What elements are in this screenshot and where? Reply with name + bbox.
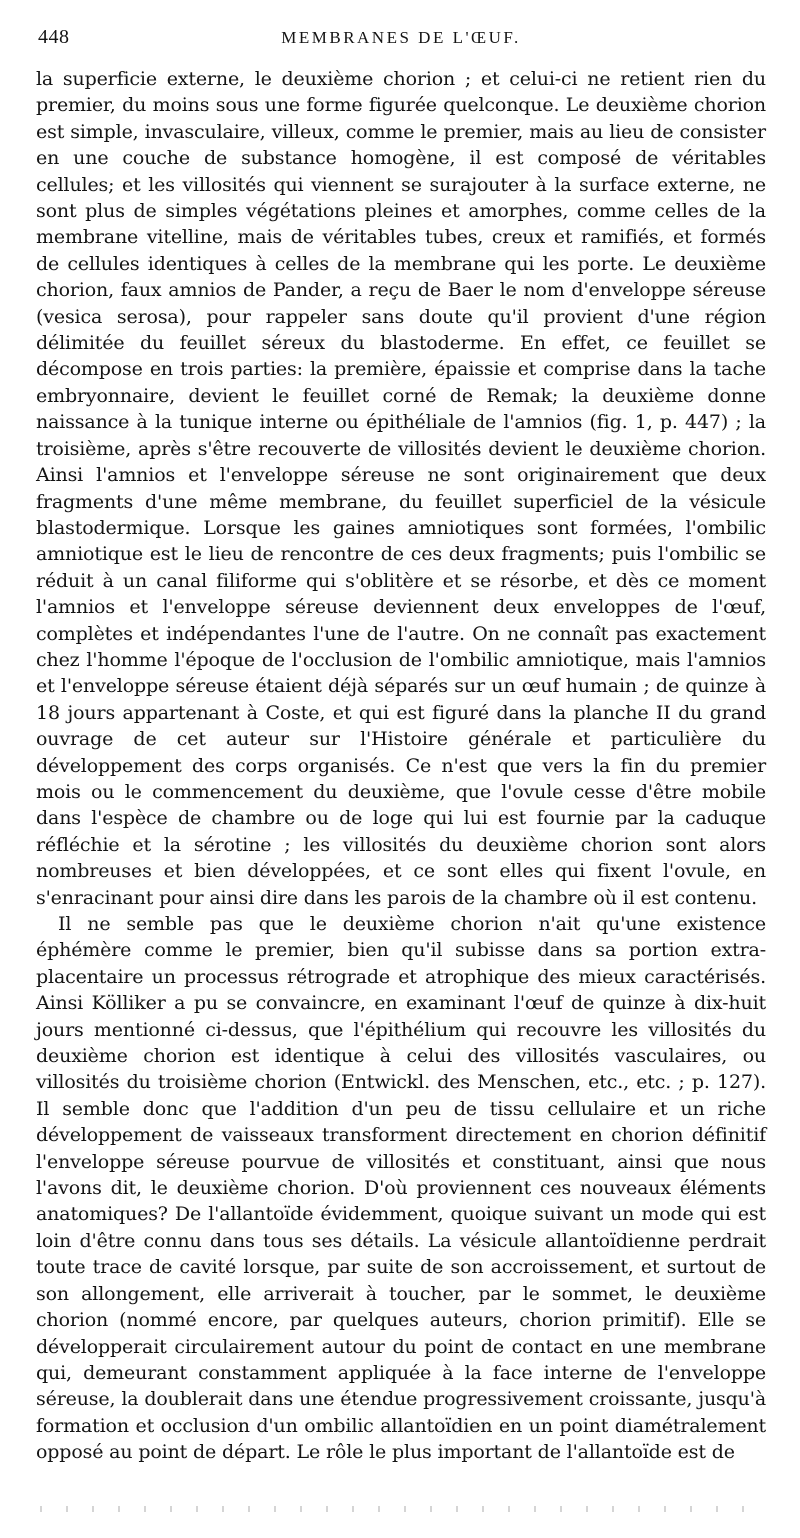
running-title: MEMBRANES DE L'ŒUF. (281, 28, 521, 47)
body-text (36, 66, 766, 1466)
paragraph: la superficie externe, le deuxième chorion ; et celui-ci ne retient rien du premier, du moins sous une forme figurée quelconque. Le deuxième chorion est simple, invasculaire, villeux, comme le premier, mais au lieu de consister en une couche de substance homogène, il est composé de véritables cellules; et les villosités qui viennent se surajouter à la surface externe, ne sont plus de simples végétations pleines et amorphes, comme celles de la membrane vitelline, mais de véritables tubes, creux et ramifiés, et formés de cellules identiques à celles de la membrane qui les porte. Le deuxième chorion, faux amnios de Pander, a reçu de Baer le nom d'enveloppe séreuse (vesica serosa), pour rappeler sans doute qu'il provient d'une région délimitée du feuillet séreux du blastoderme. En effet, ce feuillet se décompose en trois parties: la première, épaissie et comprise dans la tache embryonnaire, devient le feuillet corné de Remak; la deuxième donne naissance à la tunique interne ou épithéliale de l'amnios (fig. 1, p. 447) ; la troisième, après s'être recouverte de villosités devient le deuxième chorion. Ainsi l'amnios et l'enveloppe séreuse ne sont originairement que deux fragments d'une même membrane, du feuillet superficiel de la vésicule blastodermique. Lorsque les gaines amniotiques sont formées, l'ombilic amniotique est le lieu de rencontre de ces deux fragments; puis l'ombilic se réduit à un canal filiforme qui s'oblitère et se résorbe, et dès ce moment l'amnios et l'enveloppe séreuse deviennent deux enveloppes de l'œuf, complètes et indépendantes l'une de l'autre. On ne connaît pas exactement chez l'homme l'époque de l'occlusion de l'ombilic amniotique, mais l'amnios et l'enveloppe séreuse étaient déjà séparés sur un œuf humain ; de quinze à 18 jours appartenant à Coste, et qui est figuré dans la planche II du grand ouvrage de cet auteur sur l'Histoire générale et particulière du développement des corps organisés. Ce n'est que vers la fin du premier mois ou le commencement du deuxième, que l'ovule cesse d'être mobile dans l'espèce de chambre ou de loge qui lui est fournie par la caduque réfléchie et la sérotine ; les villosités du deuxième chorion sont alors nombreuses et bien développées, et ce sont elles qui fixent l'ovule, en s'enracinant pour ainsi dire dans les parois de la chambre où il est contenu. (36, 68, 766, 909)
page-number: 448 (38, 26, 70, 48)
paragraph: Il ne semble pas que le deuxième chorion n'ait qu'une existence éphémère comme le premier, bien qu'il subisse dans sa portion extra-placentaire un processus rétrograde et atrophique des mieux caractérisés. Ainsi Kölliker a pu se convaincre, en examinant l'œuf de quinze à dix-huit jours mentionné ci-dessus, que l'épithélium qui recouvre les villosités du deuxième chorion est identique à celui des villosités vasculaires, ou villosités du troisième chorion (Entwickl. des Menschen, etc., etc. ; p. 127). Il semble donc que l'addition d'un peu de tissu cellulaire et un riche développement de vaisseaux transforment directement en chorion définitif l'enveloppe séreuse pourvue de villosités et constituant, ainsi que nous l'avons dit, le deuxième chorion. D'où proviennent ces nouveaux éléments anatomiques? De l'allantoïde évidemment, quoique suivant un mode qui est loin d'être connu dans tous ses détails. La vésicule allantoïdienne perdrait toute trace de cavité lorsque, par suite de son accroissement, et surtout de son allongement, elle arriverait à toucher, par le sommet, le deuxième chorion (nommé encore, par quelques auteurs, chorion primitif). Elle se développerait circulairement autour du point de contact en une membrane qui, demeurant constamment appliquée à la face interne de l'enveloppe séreuse, la doublerait dans une étendue progressivement croissante, jusqu'à formation et occlusion d'un ombilic allantoïdien en un point diamétralement opposé au point de départ. Le rôle le plus important de l'allantoïde est de (36, 913, 766, 1464)
book-page (36, 26, 766, 1466)
bottom-bleed-through (40, 1506, 760, 1512)
running-head (36, 26, 766, 58)
